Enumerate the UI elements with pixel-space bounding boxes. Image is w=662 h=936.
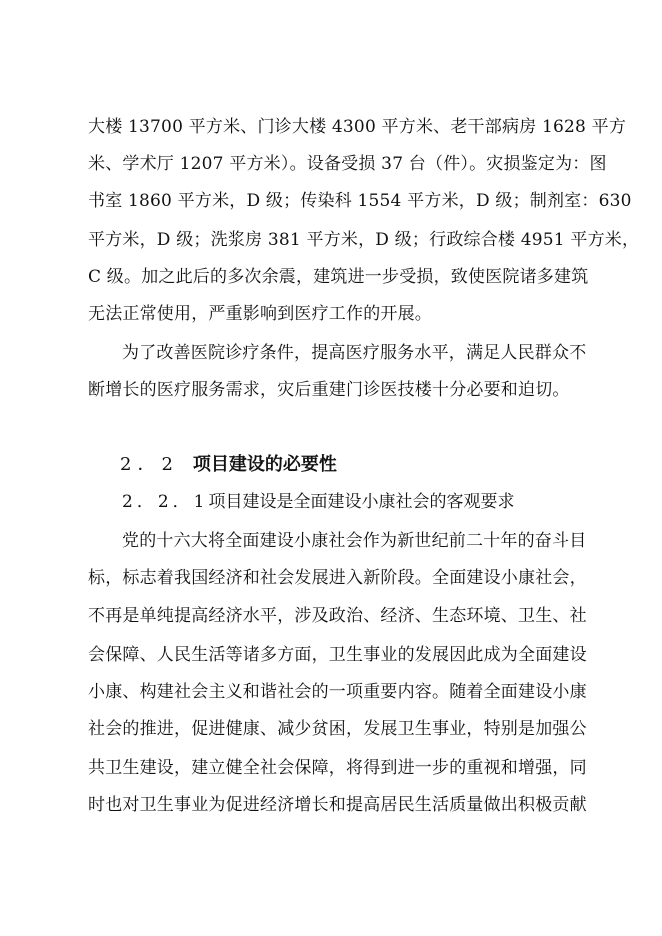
paragraph-line: 党的十六大将全面建设小康社会作为新世纪前二十年的奋斗目 [122, 531, 587, 551]
paragraph-line: 平方米，D 级；洗浆房 381 平方米，D 级；行政综合楼 4951 平方米， [88, 230, 640, 250]
subsection-title: 项目建设是全面建设小康社会的客观要求 [208, 492, 515, 512]
section-heading [120, 454, 337, 476]
paragraph-line: 断增长的医疗服务需求，灾后重建门诊医技楼十分必要和迫切。 [88, 380, 570, 400]
paragraph-line: 时也对卫生事业为促进经济增长和提高居民生活质量做出积极贡献 [88, 795, 587, 815]
paragraph-line: 会保障、人民生活等诸多方面，卫生事业的发展因此成为全面建设 [88, 645, 587, 665]
paragraph-line: 米、学术厅 1207 平方米）。设备受损 37 台（件）。灾损鉴定为：图 [88, 154, 607, 174]
section-number: 2．2 [120, 454, 179, 475]
paragraph-line: C 级。加之此后的多次余震，建筑进一步受损，致使医院诸多建筑 [88, 267, 589, 287]
paragraph-line: 书室 1860 平方米，D 级；传染科 1554 平方米，D 级；制剂室：630 [88, 191, 632, 211]
paragraph-line: 小康、构建社会主义和谐社会的一项重要内容。随着全面建设小康 [88, 682, 587, 702]
paragraph-line: 不再是单纯提高经济水平，涉及政治、经济、生态环境、卫生、社 [88, 606, 587, 626]
subsection-number: 2．2．1 [122, 492, 209, 512]
subsection-heading [122, 491, 514, 513]
paragraph-line: 为了改善医院诊疗条件，提高医疗服务水平，满足人民群众不 [122, 343, 587, 363]
paragraph-line: 共卫生建设，建立健全社会保障，将得到进一步的重视和增强，同 [88, 758, 587, 778]
paragraph-line: 标，标志着我国经济和社会发展进入新阶段。全面建设小康社会， [88, 568, 587, 588]
section-title: 项目建设的必要性 [192, 454, 337, 475]
paragraph-line: 大楼 13700 平方米、门诊大楼 4300 平方米、老干部病房 1628 平方 [88, 117, 627, 137]
paragraph-line: 无法正常使用，严重影响到医疗工作的开展。 [88, 304, 432, 324]
paragraph-line: 社会的推进，促进健康、减少贫困，发展卫生事业，特别是加强公 [88, 719, 587, 739]
